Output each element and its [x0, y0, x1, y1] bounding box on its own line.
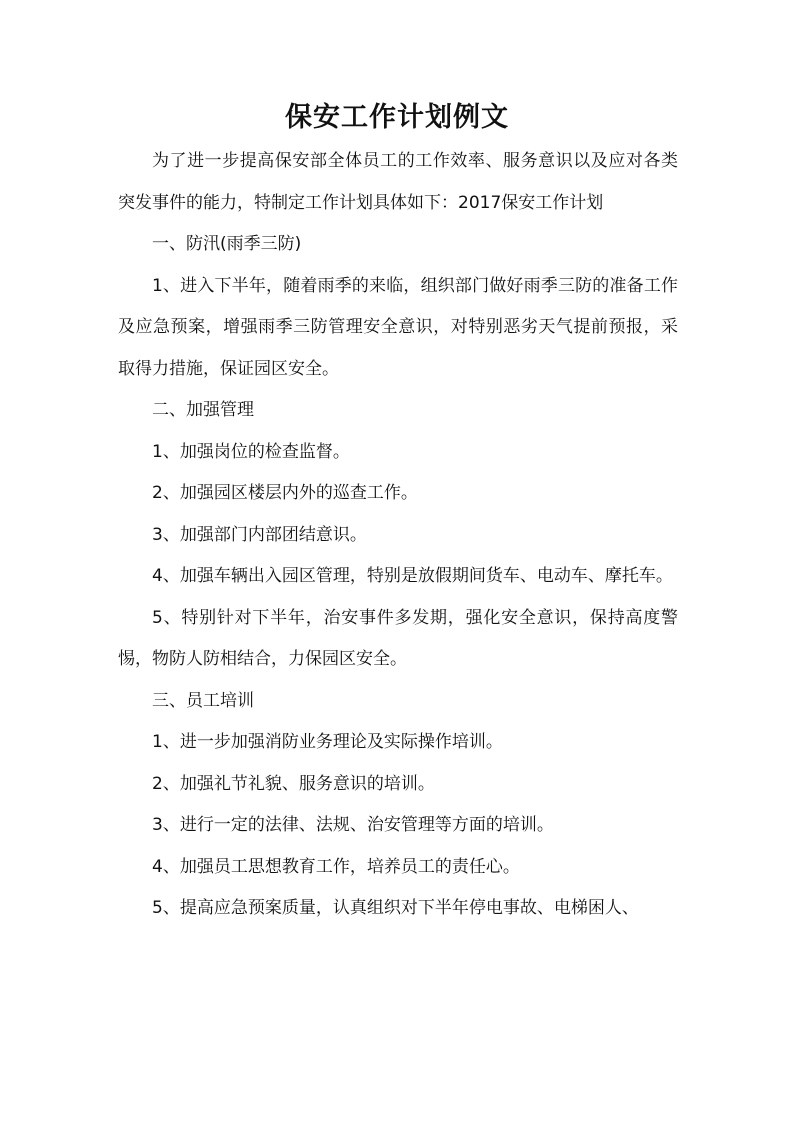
management-item-2: 2、加强园区楼层内外的巡查工作。: [152, 483, 418, 503]
training-item-5: 5、提高应急预案质量，认真组织对下半年停电事故、电梯困人、: [152, 898, 639, 918]
section-heading-flood-control: 一、防汛(雨季三防): [152, 234, 302, 254]
section-heading-training: 三、员工培训: [152, 690, 254, 711]
section-heading-management: 二、加强管理: [152, 400, 254, 420]
management-item-3: 3、加强部门内部团结意识。: [152, 524, 367, 545]
document-body: [118, 141, 678, 930]
training-item-3: 3、进行一定的法律、法规、治安管理等方面的培训。: [152, 815, 554, 835]
training-item-2: 2、加强礼节礼貌、服务意识的培训。: [152, 773, 435, 794]
intro-paragraph: 为了进一步提高保安部全体员工的工作效率、服务意识以及应对各类突发事件的能力，特制定工作计划具体如下：2017保安工作计划: [118, 151, 678, 213]
training-item-1: 1、进一步加强消防业务理论及实际操作培训。: [152, 732, 503, 752]
management-item-1: 1、加强岗位的检查监督。: [152, 441, 350, 462]
management-item-5: 5、特别针对下半年，治安事件多发期，强化安全意识，保持高度警惕，物防人防相结合，力保园区安全。: [118, 607, 678, 669]
management-item-4: 4、加强车辆出入园区管理，特别是放假期间货车、电动车、摩托车。: [152, 566, 673, 586]
document-title: 保安工作计划例文: [285, 102, 509, 133]
training-item-4: 4、加强员工思想教育工作，培养员工的责任心。: [152, 856, 520, 877]
flood-control-item-1: 1、进入下半年，随着雨季的来临，组织部门做好雨季三防的准备工作及应急预案，增强雨季三防管理安全意识，对特别恶劣天气提前预报，采取得力措施，保证园区安全。: [118, 275, 678, 379]
